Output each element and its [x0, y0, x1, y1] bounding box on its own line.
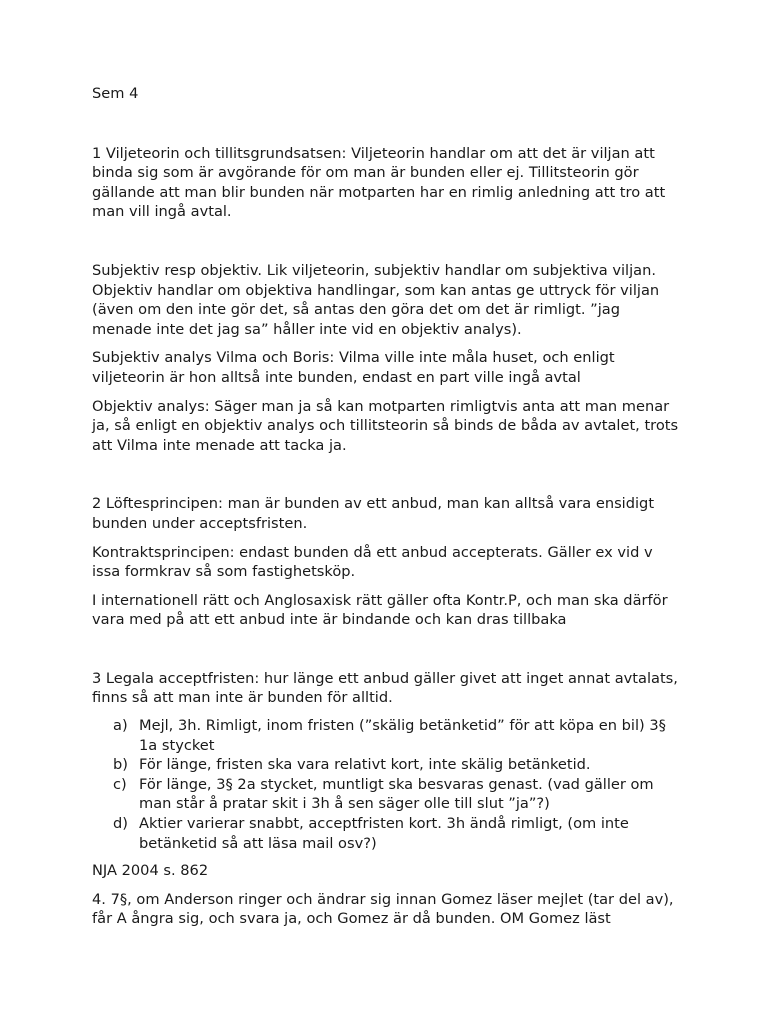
paragraph-objektiv-analys: Objektiv analys: Säger man ja så kan motparten rimligtvis anta att man menar ja, så enligt en objektiv analys och tillitsteorin så binds de båda av avtalet, trots att Vilma inte menade att tacka ja. [92, 397, 679, 454]
paragraph-subjektiv-objektiv: Subjektiv resp objektiv. Lik viljeteorin, subjektiv handlar om subjektiva viljan. Objektiv handlar om objektiva handlingar, som kan antas ge uttryck för viljan (även om den inte gör det, så antas den göra det om det är rimligt. ”jag menade inte det jag sa” håller inte vid en objektiv analys). [92, 261, 660, 338]
list-item-text: För länge, fristen ska vara relativt kort, inte skälig betänketid. [139, 756, 591, 774]
paragraph-loftesprincipen: 2 Löftesprincipen: man är bunden av ett anbud, man kan alltså vara ensidigt bunden under acceptsfristen. [92, 495, 655, 532]
paragraph-section-4: 4. 7§, om Anderson ringer och ändrar sig innan Gomez läser mejlet (tar del av), får A ångra sig, och svara ja, och Gomez är då bunden. OM Gomez läst [92, 890, 674, 928]
list-item [92, 716, 684, 755]
document-title: Sem 4 [92, 85, 139, 102]
paragraph-subjektiv-analys: Subjektiv analys Vilma och Boris: Vilma ville inte måla huset, och enligt viljeteorin är hon alltså inte bunden, endast en part ville ingå avtal [92, 349, 615, 386]
list-item [92, 775, 684, 814]
paragraph-internationell-ratt: I internationell rätt och Anglosaxisk rätt gäller ofta Kontr.P, och man ska därför vara med på att ett anbud inte är bindande och kan dras tillbaka [92, 591, 668, 629]
paragraph-legala-acceptfristen: 3 Legala acceptfristen: hur länge ett anbud gäller givet att inget annat avtalats, finns så att man inte är bunden för alltid. [92, 669, 678, 707]
list-item-text: Aktier varierar snabbt, acceptfristen kort. 3h ändå rimligt, (om inte betänketid så att läsa mail osv?) [139, 815, 629, 852]
paragraph-viljeteorin: 1 Viljeteorin och tillitsgrundsatsen: Viljeteorin handlar om att det är viljan att binda sig som är avgörande för om man är bunden eller ej. Tillitsteorin gör gällande att man blir bunden när motparten har en rimlig anledning att tro att man vill ingå avtal. [92, 144, 666, 221]
list-item [92, 755, 684, 775]
paragraph-kontraktsprincipen: Kontraktsprincipen: endast bunden då ett anbud accepterats. Gäller ex vid v issa formkrav så som fastighetsköp. [92, 543, 653, 581]
document-page [92, 84, 684, 929]
list-item [92, 814, 684, 853]
list-marker: a) [113, 717, 128, 735]
list-item-text: För länge, 3§ 2a stycket, muntligt ska besvaras genast. (vad gäller om man står å pratar skit i 3h å sen säger olle till slut ”ja”?) [139, 775, 654, 813]
list-item-text: Mejl, 3h. Rimligt, inom fristen (”skälig betänketid” för att köpa en bil) 3§ 1a stycket [139, 717, 666, 754]
list-marker: b) [113, 756, 128, 774]
list-marker: c) [113, 775, 127, 793]
paragraph-nja-reference: NJA 2004 s. 862 [92, 862, 209, 880]
list-marker: d) [113, 815, 128, 833]
lettered-list [92, 716, 684, 853]
